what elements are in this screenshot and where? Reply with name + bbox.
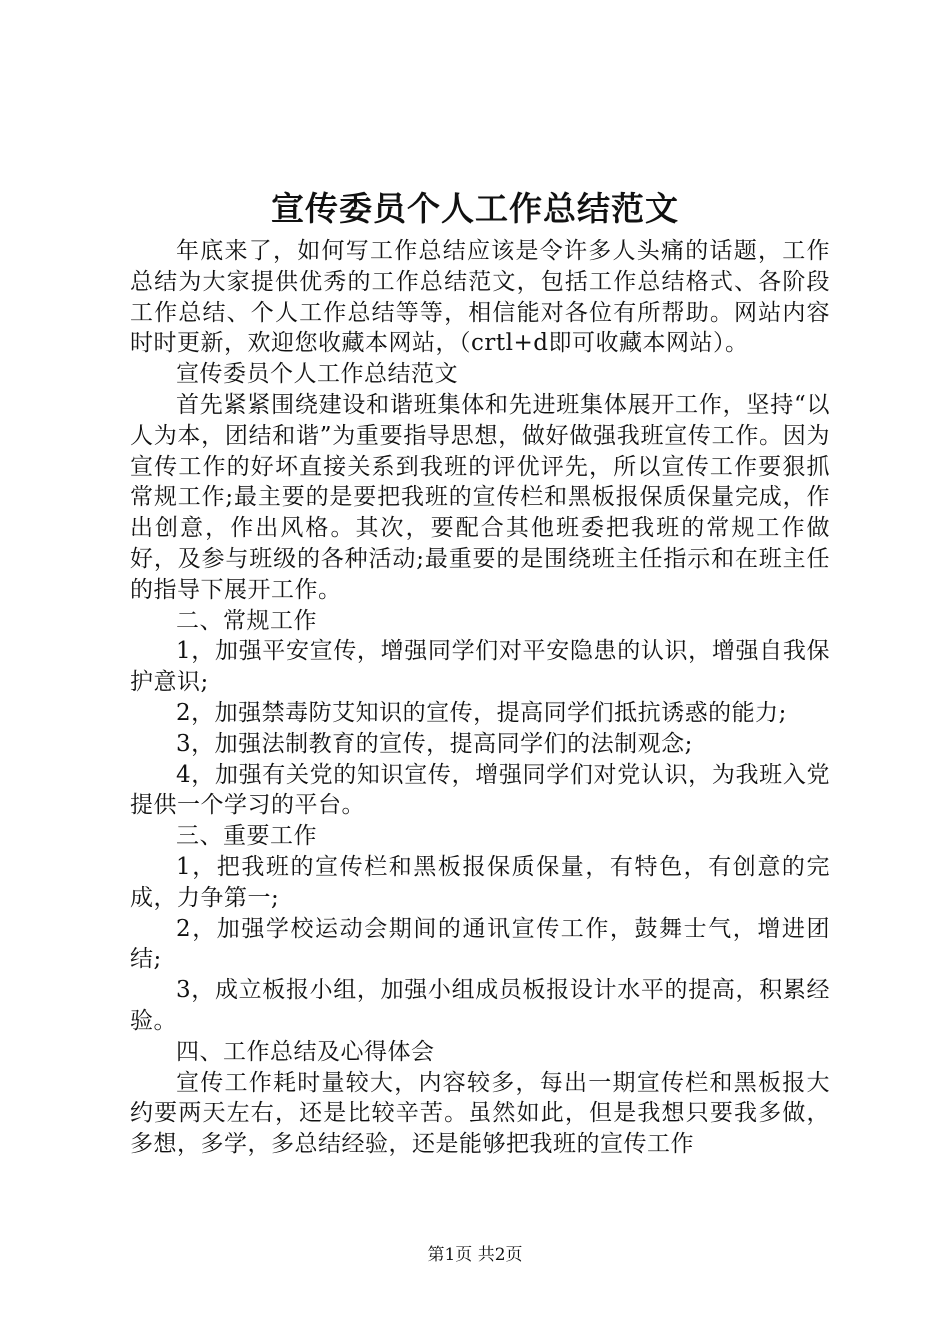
- paragraph-intro: 年底来了，如何写工作总结应该是令许多人头痛的话题，工作总结为大家提供优秀的工作总结范文，包括工作总结格式、各阶段工作总结、个人工作总结等等，相信能对各位有所帮助。网站内容时时更新，欢迎您收藏本网站，（crtl+d即可收藏本网站）。: [130, 238, 830, 357]
- section-heading-important-work: 三、重要工作: [176, 823, 317, 850]
- list-item: 3，成立板报小组，加强小组成员板报设计水平的提高，积累经验。: [130, 977, 830, 1034]
- paragraph-overview: 首先紧紧围绕建设和谐班集体和先进班集体展开工作，坚持“以人为本，团结和谐”为重要指导思想，做好做强我班宣传工作。因为宣传工作的好坏直接关系到我班的评优评先，所以宣传工作要狠抓常规工作;最主要的是要把我班的宣传栏和黑板报保质保量完成，作出创意，作出风格。其次，要配合其他班委把我班的常规工作做好，及参与班级的各种活动;最重要的是围绕班主任指示和在班主任的指导下展开工作。: [130, 391, 830, 603]
- list-item: 2，加强学校运动会期间的通讯宣传工作，鼓舞士气，增进团结;: [130, 915, 830, 973]
- list-item: 2，加强禁毒防艾知识的宣传，提高同学们抵抗诱惑的能力;: [176, 699, 787, 726]
- page-footer: 第1页 共2页: [427, 1245, 523, 1265]
- list-item: 1，把我班的宣传栏和黑板报保质保量，有特色，有创意的完成，力争第一;: [130, 853, 830, 911]
- document-title: 宣传委员个人工作总结范文: [271, 189, 679, 228]
- paragraph-summary: 宣传工作耗时量较大，内容较多，每出一期宣传栏和黑板报大约要两天左右，还是比较辛苦。虽然如此，但是我想只要我多做，多想，多学，多总结经验，还是能够把我班的宣传工作: [130, 1069, 830, 1158]
- section-heading-summary: 四、工作总结及心得体会: [176, 1038, 435, 1065]
- list-item: 1，加强平安宣传，增强同学们对平安隐患的认识，增强自我保护意识;: [130, 638, 830, 696]
- section-heading-routine-work: 二、常规工作: [176, 607, 317, 634]
- list-item: 4，加强有关党的知识宣传，增强同学们对党认识，为我班入党提供一个学习的平台。: [130, 761, 830, 819]
- paragraph-subtitle: 宣传委员个人工作总结范文: [176, 361, 458, 388]
- document-body: [130, 236, 830, 1160]
- list-item: 3，加强法制教育的宣传，提高同学们的法制观念;: [176, 730, 693, 757]
